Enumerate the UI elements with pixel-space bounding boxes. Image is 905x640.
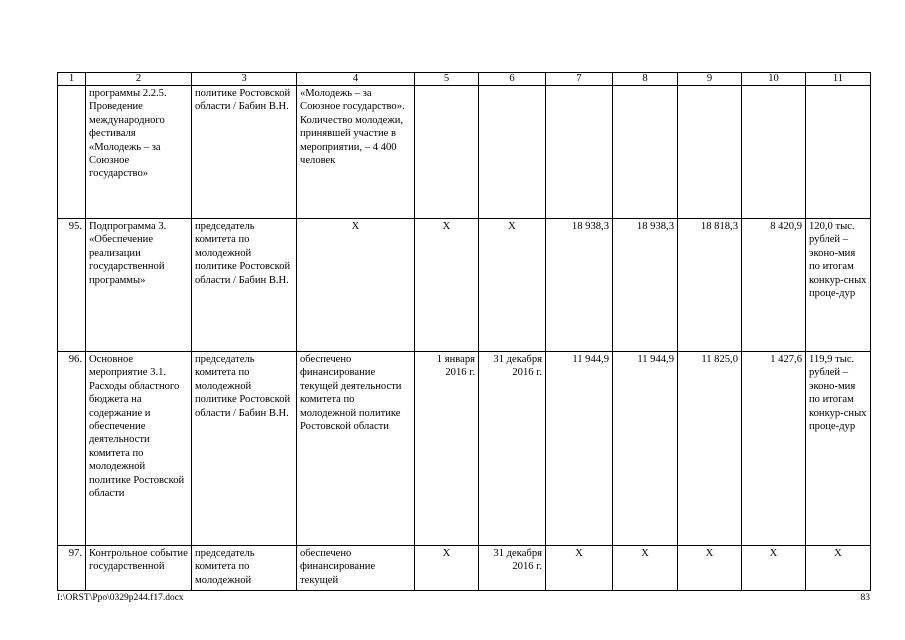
value-cell: 11 944,9 (546, 352, 613, 546)
column-number: 8 (613, 73, 678, 86)
executor-cell: председатель комитета по молодежной политике Ростовской области / Бабин В.Н. (192, 352, 297, 546)
column-number: 11 (806, 73, 871, 86)
result-cell: обеспечено финансирование текущей (297, 546, 415, 591)
executor-cell: политике Ростовской области / Бабин В.Н. (192, 86, 297, 219)
start-date-cell (415, 86, 479, 219)
column-number: 7 (546, 73, 613, 86)
column-number-row (58, 73, 871, 86)
row-number: 97. (58, 546, 86, 591)
event-name-cell: программы 2.2.5. Проведение международного фестиваля «Молодежь – за Союзное государство» (86, 86, 192, 219)
event-name-cell: Контрольное событие государственной (86, 546, 192, 591)
value-cell: 1 427,6 (742, 352, 806, 546)
value-cell (742, 86, 806, 219)
end-date-cell: Х (479, 219, 546, 352)
executor-cell: председатель комитета по молодежной политике Ростовской области / Бабин В.Н. (192, 219, 297, 352)
column-number: 5 (415, 73, 479, 86)
start-date-cell: 1 января 2016 г. (415, 352, 479, 546)
column-number: 1 (58, 73, 86, 86)
value-cell: 8 420,9 (742, 219, 806, 352)
column-number: 6 (479, 73, 546, 86)
end-date-cell: 31 декабря 2016 г. (479, 352, 546, 546)
column-number: 2 (86, 73, 192, 86)
value-cell: 11 825,0 (678, 352, 742, 546)
note-cell: 120,0 тыс. рублей – эконо-мия по итогам конкур-сных проце-дур (806, 219, 871, 352)
value-cell (613, 86, 678, 219)
column-number: 10 (742, 73, 806, 86)
page-number: 83 (860, 593, 870, 603)
file-path-footer: I:\ORST\Ppo\0329p244.f17.docx (57, 593, 184, 603)
table-row (58, 546, 871, 591)
row-number: 96. (58, 352, 86, 546)
value-cell: 18 818,3 (678, 219, 742, 352)
event-name-cell: Основное мероприятие 3.1. Расходы областного бюджета на содержание и обеспечение деятельности комитета по молодежной политике Ростовской области (86, 352, 192, 546)
value-cell: Х (546, 546, 613, 591)
column-number: 3 (192, 73, 297, 86)
note-cell: 119,9 тыс. рублей – эконо-мия по итогам конкур-сных проце-дур (806, 352, 871, 546)
row-number (58, 86, 86, 219)
event-name-cell: Подпрограмма 3. «Обеспечение реализации государственной программы» (86, 219, 192, 352)
value-cell: 11 944,9 (613, 352, 678, 546)
result-cell: «Молодежь – за Союзное государство». Количество молодежи, принявшей участие в мероприятии, – 4 400 человек (297, 86, 415, 219)
start-date-cell: Х (415, 546, 479, 591)
row-number: 95. (58, 219, 86, 352)
table-row (58, 219, 871, 352)
document-table (57, 72, 871, 591)
value-cell (546, 86, 613, 219)
table-row (58, 352, 871, 546)
column-number: 9 (678, 73, 742, 86)
result-cell: обеспечено финансирование текущей деятельности комитета по молодежной политике Ростовской области (297, 352, 415, 546)
note-cell (806, 86, 871, 219)
executor-cell: председатель комитета по молодежной (192, 546, 297, 591)
result-cell: Х (297, 219, 415, 352)
value-cell: 18 938,3 (613, 219, 678, 352)
value-cell: Х (806, 546, 871, 591)
value-cell: Х (613, 546, 678, 591)
start-date-cell: Х (415, 219, 479, 352)
value-cell (678, 86, 742, 219)
column-number: 4 (297, 73, 415, 86)
value-cell: 18 938,3 (546, 219, 613, 352)
table-row (58, 86, 871, 219)
end-date-cell: 31 декабря 2016 г. (479, 546, 546, 591)
end-date-cell (479, 86, 546, 219)
value-cell: Х (678, 546, 742, 591)
value-cell: Х (742, 546, 806, 591)
